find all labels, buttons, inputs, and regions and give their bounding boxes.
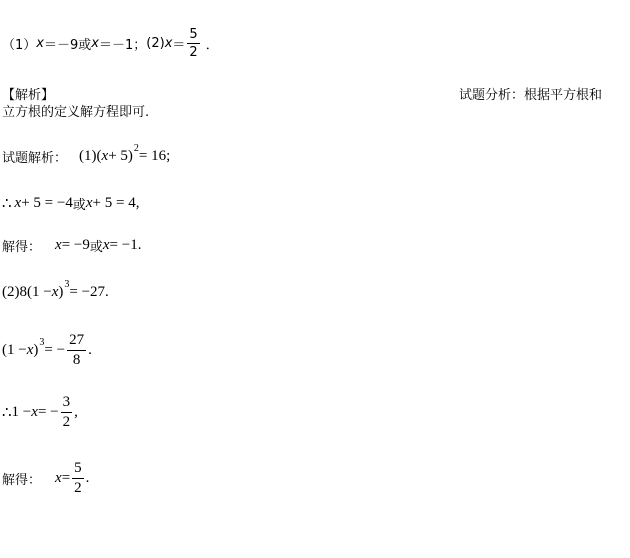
eq-text: . [85,469,90,486]
solve2-expression [55,461,89,496]
solution-eq2 [2,280,109,304]
fraction-denominator: 8 [72,351,81,368]
eq-text: . [88,341,92,358]
therefore-symbol: ∴ [2,195,12,212]
analysis-hint-tail [2,101,149,119]
eq-var: x [55,469,62,486]
solution-eq3 [2,328,92,372]
fraction-denominator: 2 [74,479,82,496]
eq-exponent: 3 [64,278,70,290]
answer-var: x [36,35,44,51]
or-word: 或 [89,239,103,255]
answer-value: ＝－9或 [43,37,92,53]
eq-text: = − [44,341,66,358]
eq-text: 1 − [11,403,32,420]
hint-tail-text: 立方根的定义解方程即可. [2,104,150,120]
answer-value: ＝－1 [98,37,134,53]
solution-solve2 [2,456,89,500]
eq-text: = −1. [109,236,142,253]
eq-var: x [14,194,22,211]
answer-var: x [164,35,173,51]
answer-part1 [2,34,146,53]
eq-text: ) [33,341,39,358]
therefore-symbol: ∴ [2,404,12,421]
solve-label: 解得： [2,472,42,488]
analysis-bracket-label: 【解析】 [2,87,55,103]
eq3-fraction [67,333,86,368]
fraction-numerator: 3 [61,395,73,413]
analysis-hint-head [459,84,602,102]
eq-text: = 16; [138,147,171,164]
eq-var: x [55,236,62,253]
fraction-numerator: 5 [72,461,84,479]
answer-fraction [187,28,199,59]
eq-text: , [74,403,78,420]
fraction-numerator: 5 [189,26,198,42]
answer-end-mark: ． [205,37,219,53]
analysis-label [2,84,54,102]
eq-text: + 5 = −4 [21,194,73,211]
fraction-numerator: 27 [67,333,86,351]
solve-label: 解得： [2,239,42,255]
equation-4 [2,395,78,430]
equation-3 [2,333,92,368]
eq-text: + 5) [108,147,133,164]
eq-text: ) [58,283,64,300]
answer-var: x [91,35,99,51]
eq-var: x [102,236,110,253]
solution-eq4 [2,390,78,434]
eq-text: (1 − [2,341,27,358]
step1-expression [2,194,139,213]
eq-text: = [61,469,71,486]
eq-text: = −27. [69,283,109,300]
eq-text: (2)8(1 − [2,283,52,300]
eq-text: = −9 [61,236,90,253]
eq-text: = − [37,403,59,420]
eq-var: x [101,147,109,164]
or-word: 或 [72,197,86,213]
solve1-expression [55,236,141,255]
eq-var: x [26,341,34,358]
solve2-fraction [72,461,84,496]
eq-text: + 5 = 4, [92,194,140,211]
solution-solve1 [2,234,141,256]
answer-part1-label: （1） [2,37,37,53]
eq-text: (1)( [79,147,102,164]
answer-line [2,28,219,58]
eq-var: x [31,403,38,420]
eq4-fraction [61,395,73,430]
eq-exponent: 2 [133,142,139,154]
answer-part2 [146,28,218,59]
solution-label: 试题解析： [2,150,68,166]
answer-separator: ； [133,37,147,53]
eq-exponent: 3 [39,336,45,348]
fraction-denominator: 2 [189,44,198,60]
eq-var: x [51,283,59,300]
eq-var: x [85,194,93,211]
answer-equals: ＝ [172,37,186,53]
equation-2 [2,278,109,301]
hint-head-text: 试题分析：根据平方根和 [459,87,603,103]
answer-part2-label: (2) [146,35,165,51]
equation-1 [79,142,171,165]
solution-step1 [2,192,139,214]
fraction-denominator: 2 [62,413,71,430]
solution-eq1 [2,142,171,167]
